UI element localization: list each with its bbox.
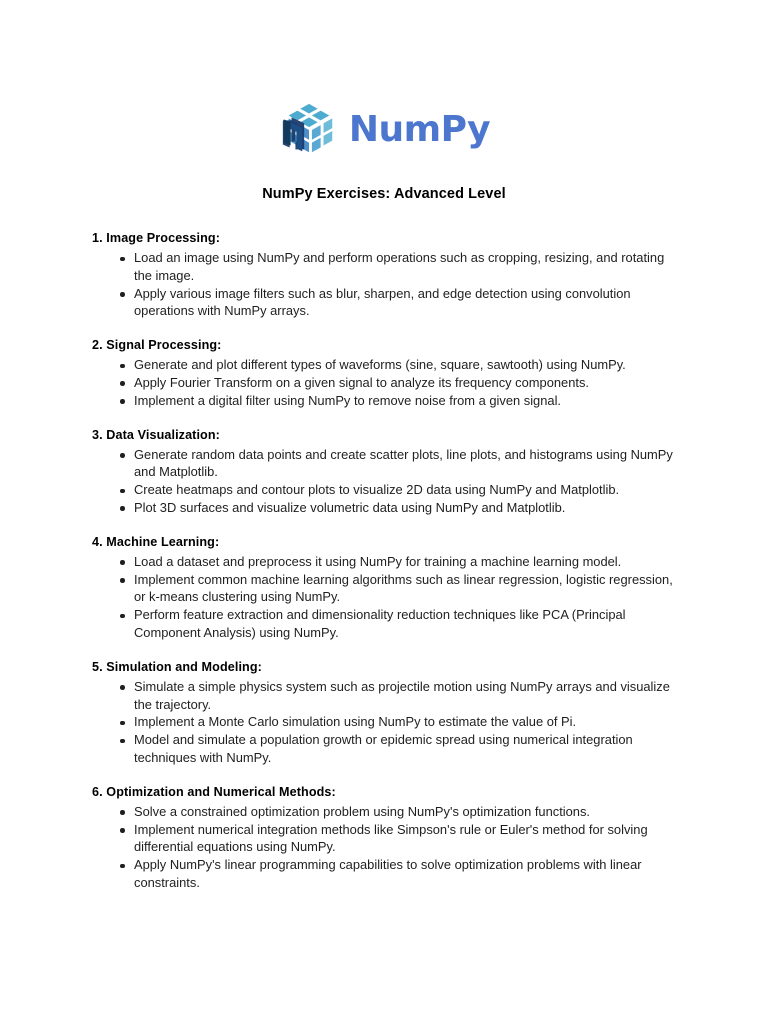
list-item: Simulate a simple physics system such as projectile motion using NumPy arrays and visualize the trajectory. xyxy=(92,678,678,714)
section-heading: 4. Machine Learning: xyxy=(92,534,220,549)
section-heading: 3. Data Visualization: xyxy=(92,427,220,442)
section-simulation-and-modeling xyxy=(92,659,678,767)
list-item: Load an image using NumPy and perform operations such as cropping, resizing, and rotating the image. xyxy=(92,249,678,285)
numpy-cube-logo-icon xyxy=(278,99,340,161)
document-body xyxy=(0,230,768,892)
list-item: Load a dataset and preprocess it using NumPy for training a machine learning model. xyxy=(92,553,678,571)
numpy-logo xyxy=(278,99,490,161)
list-item: Plot 3D surfaces and visualize volumetric data using NumPy and Matplotlib. xyxy=(92,499,678,517)
list-item: Implement a Monte Carlo simulation using NumPy to estimate the value of Pi. xyxy=(92,713,678,731)
list-item: Create heatmaps and contour plots to visualize 2D data using NumPy and Matplotlib. xyxy=(92,481,678,499)
section-image-processing xyxy=(92,230,678,320)
list-item: Generate and plot different types of waveforms (sine, square, sawtooth) using NumPy. xyxy=(92,356,678,374)
section-bullet-list xyxy=(92,356,678,409)
section-heading: 6. Optimization and Numerical Methods: xyxy=(92,784,336,799)
list-item: Generate random data points and create scatter plots, line plots, and histograms using NumPy and Matplotlib. xyxy=(92,446,678,482)
section-heading: 1. Image Processing: xyxy=(92,231,220,245)
section-bullet-list xyxy=(92,803,678,892)
section-heading: 5. Simulation and Modeling: xyxy=(92,659,262,674)
section-signal-processing xyxy=(92,337,678,409)
list-item: Implement common machine learning algorithms such as linear regression, logistic regression, or k-means clustering using NumPy. xyxy=(92,571,678,607)
section-bullet-list xyxy=(92,553,678,642)
section-bullet-list xyxy=(92,678,678,767)
section-bullet-list xyxy=(92,249,678,320)
list-item: Apply Fourier Transform on a given signal to analyze its frequency components. xyxy=(92,374,678,392)
list-item: Apply NumPy's linear programming capabilities to solve optimization problems with linear constraints. xyxy=(92,856,678,892)
section-machine-learning xyxy=(92,534,678,642)
list-item: Model and simulate a population growth or epidemic spread using numerical integration techniques with NumPy. xyxy=(92,731,678,767)
list-item: Implement numerical integration methods like Simpson's rule or Euler's method for solving differential equations using NumPy. xyxy=(92,821,678,857)
section-data-visualization xyxy=(92,427,678,517)
list-item: Perform feature extraction and dimensionality reduction techniques like PCA (Principal Component Analysis) using NumPy. xyxy=(92,606,678,642)
list-item: Solve a constrained optimization problem using NumPy's optimization functions. xyxy=(92,803,678,821)
logo-header xyxy=(0,0,768,163)
page-title: NumPy Exercises: Advanced Level xyxy=(262,186,506,202)
list-item: Apply various image filters such as blur, sharpen, and edge detection using convolution operations with NumPy arrays. xyxy=(92,285,678,321)
section-bullet-list xyxy=(92,446,678,517)
section-heading: 2. Signal Processing: xyxy=(92,338,222,353)
numpy-wordmark: NumPy xyxy=(348,109,491,150)
section-optimization-and-numerical-methods xyxy=(92,784,678,892)
list-item: Implement a digital filter using NumPy to remove noise from a given signal. xyxy=(92,392,678,410)
